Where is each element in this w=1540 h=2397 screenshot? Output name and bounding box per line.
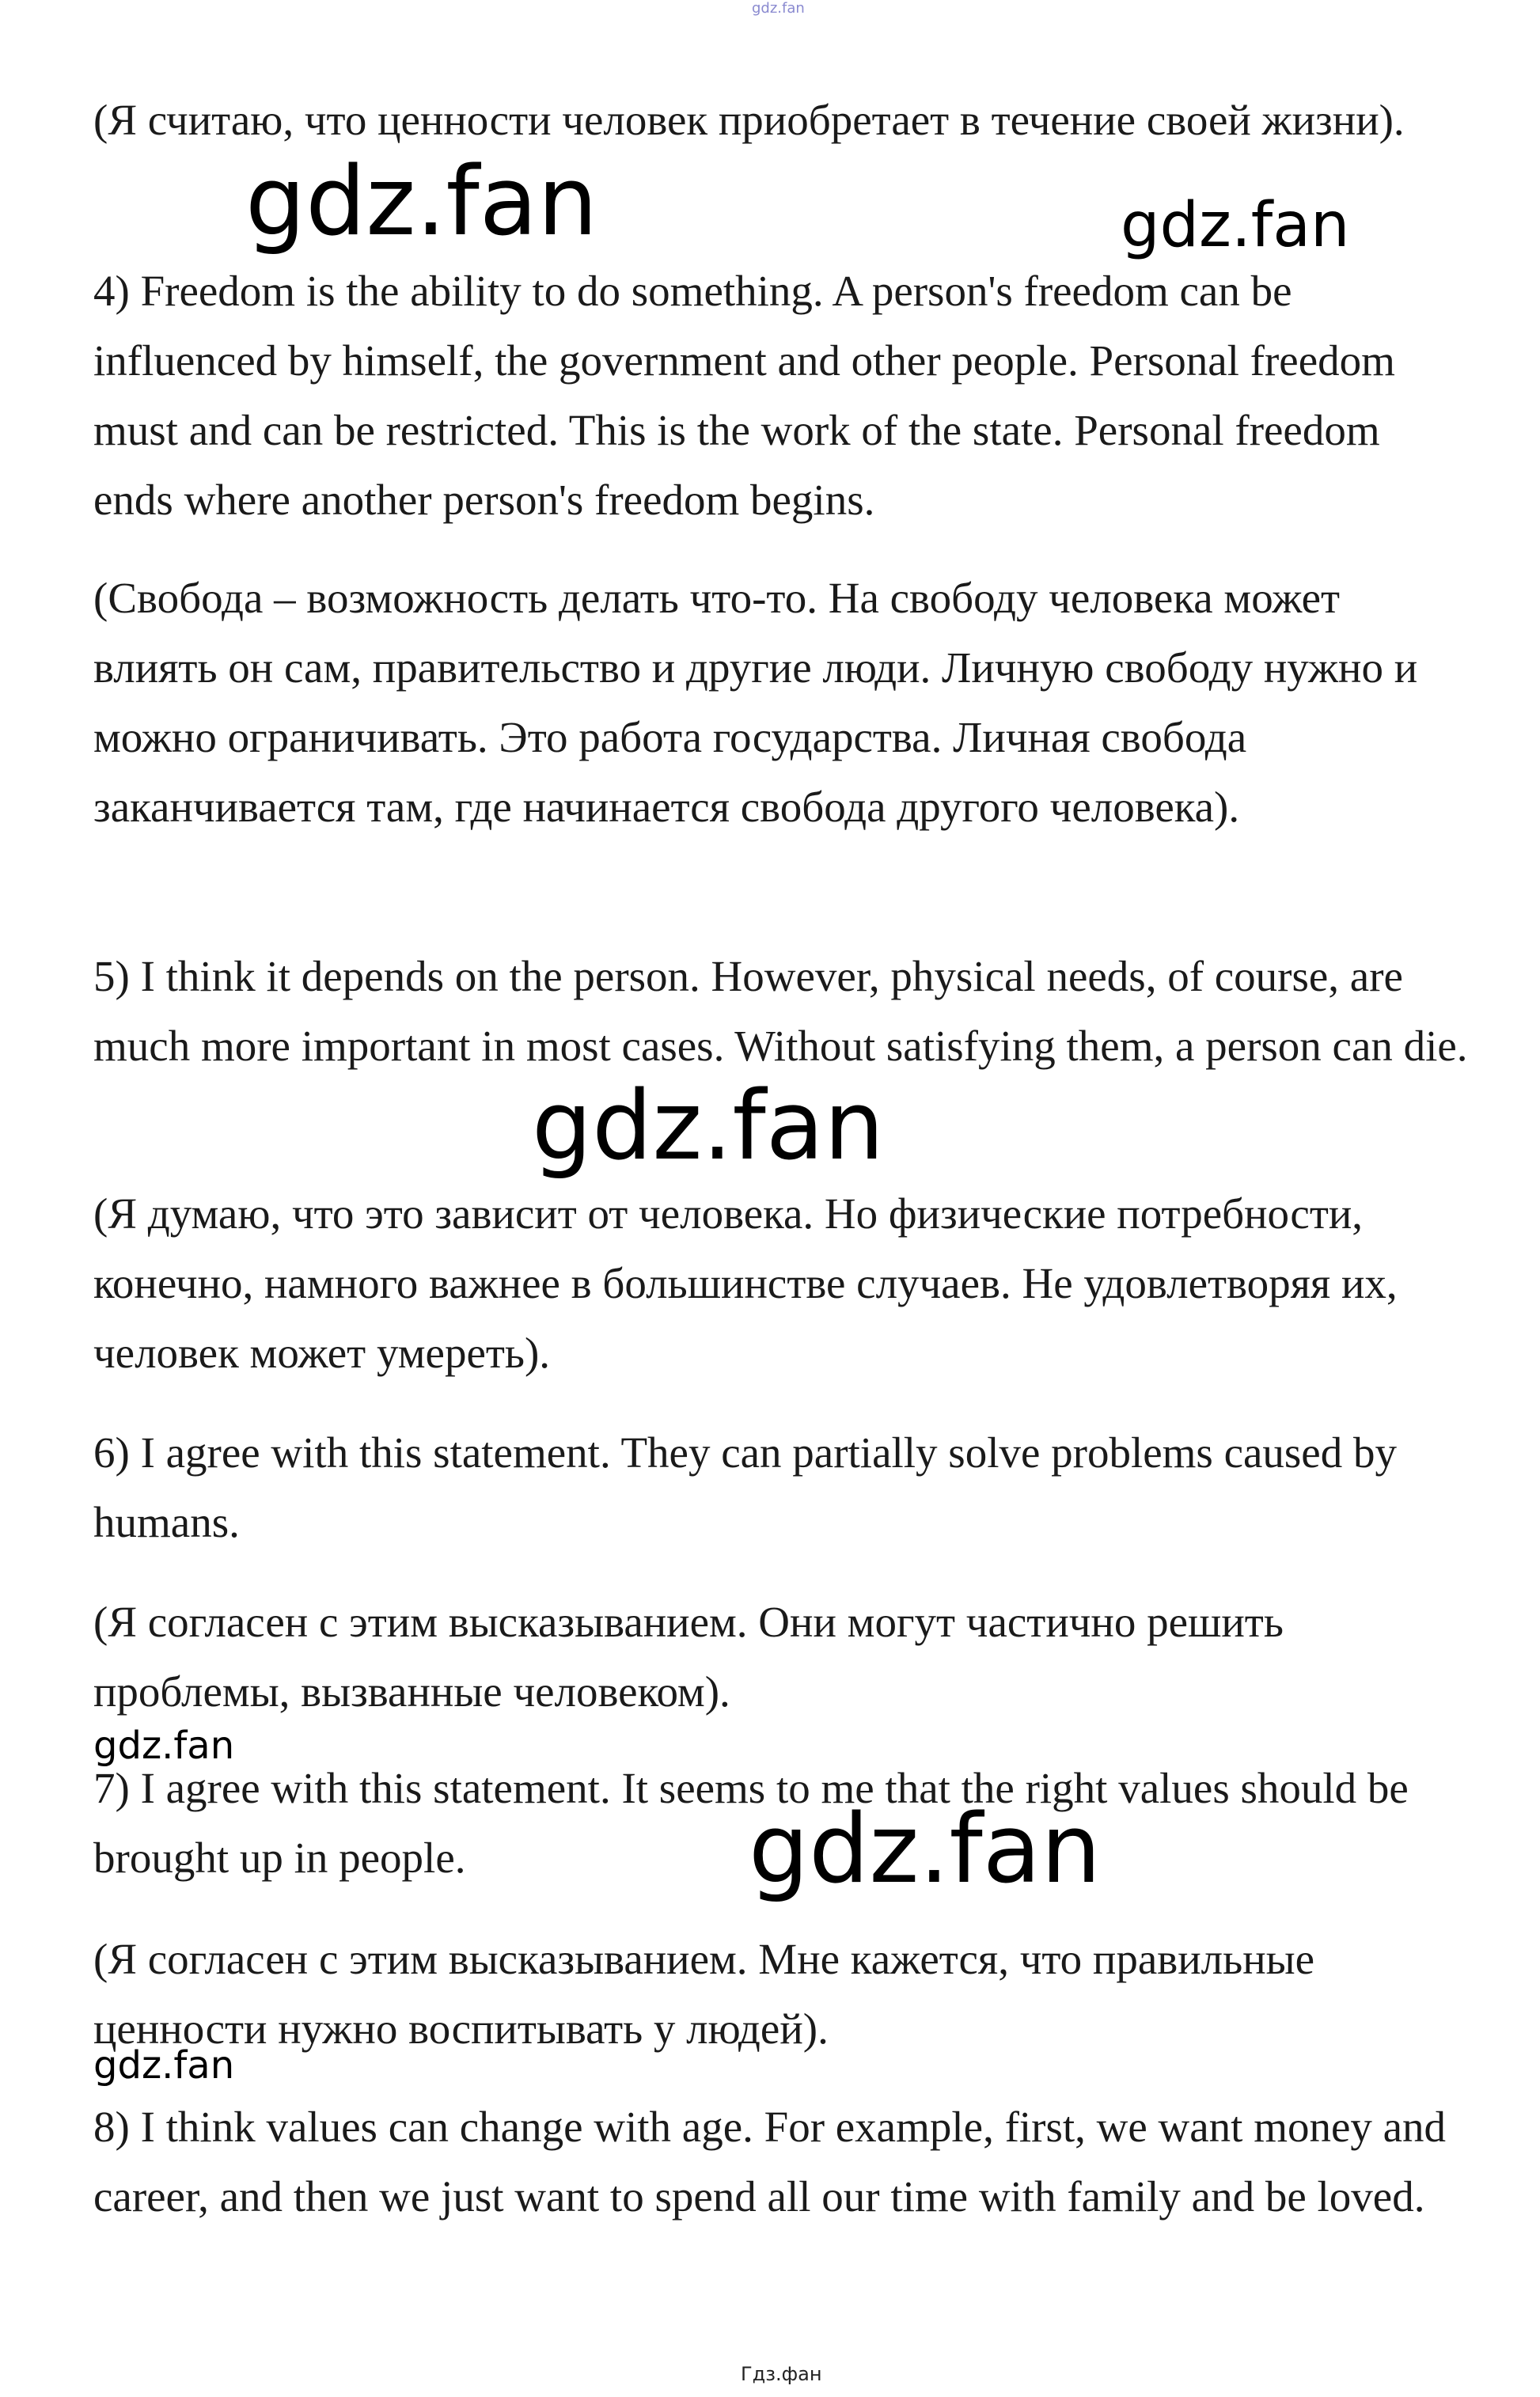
paragraph-5-answer: 5) I think it depends on the person. However, physical needs, of course, are much more important in most cases. Without satisfying them, a person can die. xyxy=(93,952,1468,1070)
header-watermark: gdz.fan xyxy=(752,0,805,17)
paragraph-8-answer: 8) I think values can change with age. For example, first, we want money and career, and then we just want to spend all our time with family and be loved. xyxy=(93,2103,1447,2221)
watermark-large-1: gdz.fan xyxy=(245,147,598,257)
watermark-small-1: gdz.fan xyxy=(93,1724,235,1768)
watermark-medium-1: gdz.fan xyxy=(1121,190,1350,261)
watermark-large-3: gdz.fan xyxy=(749,1795,1102,1905)
paragraph-4-translation: (Свобода – возможность делать что-то. На свободу человека может влиять он сам, правительство и другие люди. Личную свободу нужно и можно ограничивать. Это работа государства. Личная свобода заканчивается там, где начинается свобода другого человека). xyxy=(93,574,1418,831)
paragraph-6-translation: (Я согласен с этим высказыванием. Они могут частично решить проблемы, вызванные человеком). xyxy=(93,1598,1284,1716)
paragraph-7-answer: 7) I agree with this statement. It seems to me that the right values should be brought up in people. xyxy=(93,1764,1409,1882)
paragraph-5-translation: (Я думаю, что это зависит от человека. Но физические потребности, конечно, намного важнее в большинстве случаев. Не удовлетворяя их, человек может умереть). xyxy=(93,1189,1398,1377)
paragraph-7-translation: (Я согласен с этим высказыванием. Мне кажется, что правильные ценности нужно воспитывать у людей). xyxy=(93,1935,1315,2053)
watermark-small-2: gdz.fan xyxy=(93,2043,235,2088)
paragraph-6-answer: 6) I agree with this statement. They can partially solve problems caused by humans. xyxy=(93,1428,1397,1546)
footer-site-label: Гдз.фан xyxy=(741,2363,822,2385)
paragraph-4-answer: 4) Freedom is the ability to do something. A person's freedom can be influenced by himself, the government and other people. Personal freedom must and can be restricted. This is the work of the state. Personal freedom ends where another person's freedom begins. xyxy=(93,267,1395,524)
paragraph-1-translation: (Я считаю, что ценности человек приобретает в течение своей жизни). xyxy=(93,96,1405,144)
watermark-large-2: gdz.fan xyxy=(532,1071,885,1181)
